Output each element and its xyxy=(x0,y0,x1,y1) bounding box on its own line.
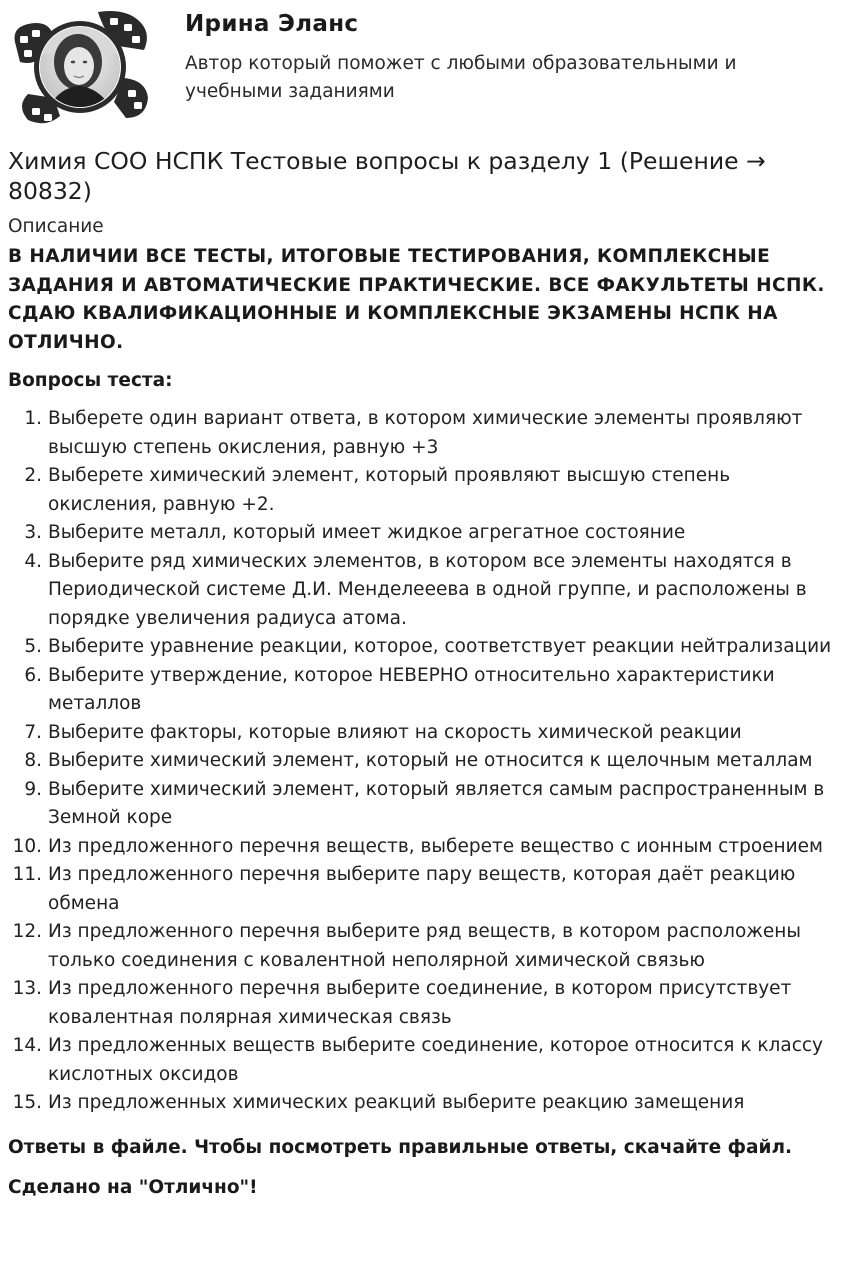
question-text: Выберите химический элемент, который не относится к щелочным металлам xyxy=(48,750,813,771)
question-number: 4. xyxy=(24,550,42,572)
document-content xyxy=(8,146,840,1202)
question-item xyxy=(8,918,840,975)
question-text: Из предложенных веществ выберите соединение, которое относится к классу кислотных оксидов xyxy=(48,1035,823,1085)
question-number: 14. xyxy=(12,1035,42,1056)
question-number: 7. xyxy=(24,721,42,743)
question-text: Из предложенных химических реакций выберите реакцию замещения xyxy=(48,1092,745,1113)
question-text: Из предложенного перечня выберите соединение, в котором присутствует ковалентная полярная химическая связь xyxy=(48,978,792,1028)
question-item xyxy=(8,975,840,1032)
question-item xyxy=(8,1032,840,1089)
question-text: Выберите утверждение, которое НЕВЕРНО относительно характеристики металлов xyxy=(48,664,775,714)
question-text: Выберите химический элемент, который является самым распространенным в Земной коре xyxy=(48,778,825,828)
question-text: Из предложенного перечня выберите пару веществ, которая даёт реакцию обмена xyxy=(48,864,796,914)
question-item xyxy=(8,861,840,918)
question-number: 6. xyxy=(24,664,42,686)
question-number: 13. xyxy=(12,978,42,999)
author-card xyxy=(0,0,847,135)
answers-note: Ответы в файле. Чтобы посмотреть правильные ответы, скачайте файл. xyxy=(8,1136,793,1158)
question-item xyxy=(8,776,840,833)
question-item xyxy=(8,747,840,776)
question-number: 10. xyxy=(12,835,42,857)
question-number: 11. xyxy=(12,864,42,885)
question-number: 1. xyxy=(24,408,42,429)
question-item xyxy=(8,405,840,462)
author-avatar[interactable] xyxy=(6,6,152,128)
document-title: Химия СОО НСПК Тестовые вопросы к разделу 1 (Решение → 80832) xyxy=(8,147,766,205)
question-item xyxy=(8,662,840,719)
questions-list xyxy=(8,405,840,1118)
questions-heading: Вопросы теста: xyxy=(8,370,173,391)
author-name[interactable]: Ирина Эланс xyxy=(185,11,359,37)
question-item xyxy=(8,719,840,748)
question-text: Выберите уравнение реакции, которое, соответствует реакции нейтрализации xyxy=(48,636,832,657)
question-number: 15. xyxy=(12,1092,42,1113)
question-text: Выберете один вариант ответа, в котором химические элементы проявляют высшую степень окисления, равную +3 xyxy=(48,408,803,458)
question-text: Выберете химический элемент, который проявляют высшую степень окисления, равную +2. xyxy=(48,465,731,515)
description-label: Описание xyxy=(8,216,104,237)
author-description: Автор который поможет с любыми образовательными и учебными заданиями xyxy=(185,53,737,102)
question-number: 12. xyxy=(12,921,42,942)
question-item xyxy=(8,548,840,634)
question-item xyxy=(8,519,840,548)
question-number: 2. xyxy=(24,465,42,486)
question-number: 5. xyxy=(24,636,42,657)
question-item xyxy=(8,633,840,662)
question-item xyxy=(8,462,840,519)
done-note: Сделано на "Отлично"! xyxy=(8,1176,258,1198)
question-text: Выберите факторы, которые влияют на скорость химической реакции xyxy=(48,721,742,743)
question-text: Выберите ряд химических элементов, в котором все элементы находятся в Периодической системе Д.И. Менделееева в одной группе, и расположены в порядке увеличения радиуса атома. xyxy=(48,550,807,629)
question-item xyxy=(8,1089,840,1118)
question-text: Из предложенного перечня выберите ряд веществ, в котором расположены только соединения с ковалентной неполярной химической связью xyxy=(48,921,802,971)
question-number: 9. xyxy=(24,778,42,800)
question-number: 3. xyxy=(24,522,42,543)
question-item xyxy=(8,833,840,862)
question-number: 8. xyxy=(24,750,42,771)
description-text: В НАЛИЧИИ ВСЕ ТЕСТЫ, ИТОГОВЫЕ ТЕСТИРОВАНИЯ, КОМПЛЕКСНЫЕ ЗАДАНИЯ И АВТОМАТИЧЕСКИЕ ПРАКТИЧЕСКИЕ. ВСЕ ФАКУЛЬТЕТЫ НСПК. СДАЮ КВАЛИФИКАЦИОННЫЕ И КОМПЛЕКСНЫЕ ЭКЗАМЕНЫ НСПК НА ОТЛИЧНО. xyxy=(8,246,825,353)
question-text: Выберите металл, который имеет жидкое агрегатное состояние xyxy=(48,522,686,543)
question-text: Из предложенного перечня веществ, выберете вещество с ионным строением xyxy=(48,835,824,857)
film-frame-avatar-icon xyxy=(6,6,152,128)
